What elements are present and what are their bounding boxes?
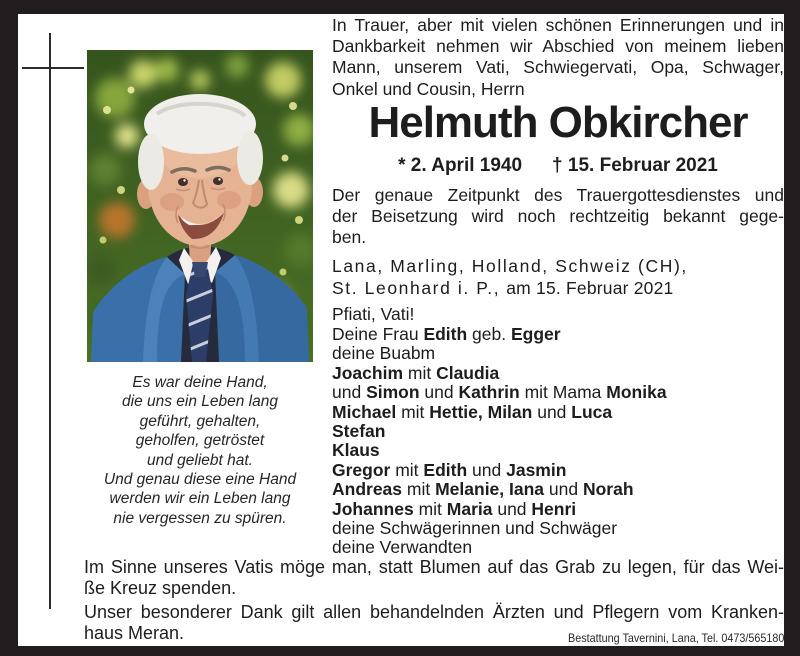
family-line: Joachim mit Claudia [332, 362, 500, 383]
text-line: Der genaue Zeitpunkt des Trauergottesdienstes und [332, 185, 784, 205]
text-line: nie vergessen zu spüren. [113, 509, 287, 527]
family-line: Klaus [332, 440, 380, 461]
text-line: werden wir ein Leben lang [109, 490, 291, 508]
obituary-card [18, 14, 784, 646]
family-line: Andreas mit Melanie, Iana und Norah [332, 479, 634, 500]
family-list [332, 325, 784, 558]
family-line: Stefan [332, 421, 386, 442]
birth-date: * 2. April 1940 [398, 155, 523, 176]
farewell-text: Pfiati, Vati! [332, 304, 415, 324]
family-line: Michael mit Hettie, Milan und Luca [332, 401, 613, 422]
text-line: die uns ein Leben lang [122, 393, 278, 411]
text-line: Unser besonderer Dank gilt allen behandelnden Ärzten und Pflegern vom Kranken- [84, 601, 784, 622]
memorial-poem [70, 373, 330, 528]
deceased-name: Helmuth Obkircher [368, 98, 748, 147]
places-line: St. Leonhard i. P., am 15. Februar 2021 [332, 277, 674, 298]
funeral-home-info [84, 631, 784, 645]
text-line: geführt, gehalten, [139, 412, 261, 430]
family-line: Johannes mit Maria und Henri [332, 498, 577, 519]
text-line: der Beisetzung wird noch rechtzeitig bekannt gege- [332, 206, 784, 227]
text-line: In Trauer, aber mit vielen schönen Erinnerungen und in [332, 15, 784, 35]
text-line: Es war deine Hand, [132, 374, 268, 391]
funeral-home-text: Bestattung Tavernini, Lana, Tel. 0473/565180 [567, 631, 784, 645]
text-line: ben. [332, 227, 367, 248]
family-line: deine Buabm [332, 343, 436, 364]
text-line: Dankbarkeit nehmen wir Abschied von meinem lieben [332, 36, 784, 57]
portrait-photo [87, 50, 313, 362]
text-line: ße Kreuz spenden. [84, 578, 237, 599]
text-line: Im Sinne unseres Vatis möge man, statt Blumen auf das Grab zu legen, für das Wei- [84, 557, 784, 577]
family-line: deine Verwandten [332, 537, 473, 558]
text-line: Und genau diese eine Hand [103, 471, 297, 489]
memorial-cross-icon [49, 33, 51, 609]
text-line: geholfen, getröstet [135, 432, 265, 450]
portrait-photo-image [87, 50, 313, 362]
text-line: Onkel und Cousin, Herrn [332, 78, 525, 99]
family-line: deine Schwägerinnen und Schwäger [332, 518, 618, 539]
life-dates [332, 155, 784, 177]
family-line: und Simon und Kathrin mit Mama Monika [332, 382, 667, 403]
memorial-cross-icon [22, 67, 84, 69]
places-dateline [332, 256, 784, 299]
family-line: Gregor mit Edith und Jasmin [332, 459, 567, 480]
text-line: und geliebt hat. [146, 451, 253, 469]
text-line: Mann, unserem Vati, Schwiegervati, Opa, Schwager, [332, 57, 784, 78]
places-line: Lana, Marling, Holland, Schweiz (CH), [332, 256, 688, 276]
text-line: haus Meran. [84, 622, 185, 643]
intro-text [332, 15, 784, 100]
paragraph [84, 557, 784, 600]
death-date: † 15. Februar 2021 [552, 155, 718, 176]
family-line: Deine Frau Edith geb. Egger [332, 324, 561, 344]
announcement-text [332, 185, 784, 249]
